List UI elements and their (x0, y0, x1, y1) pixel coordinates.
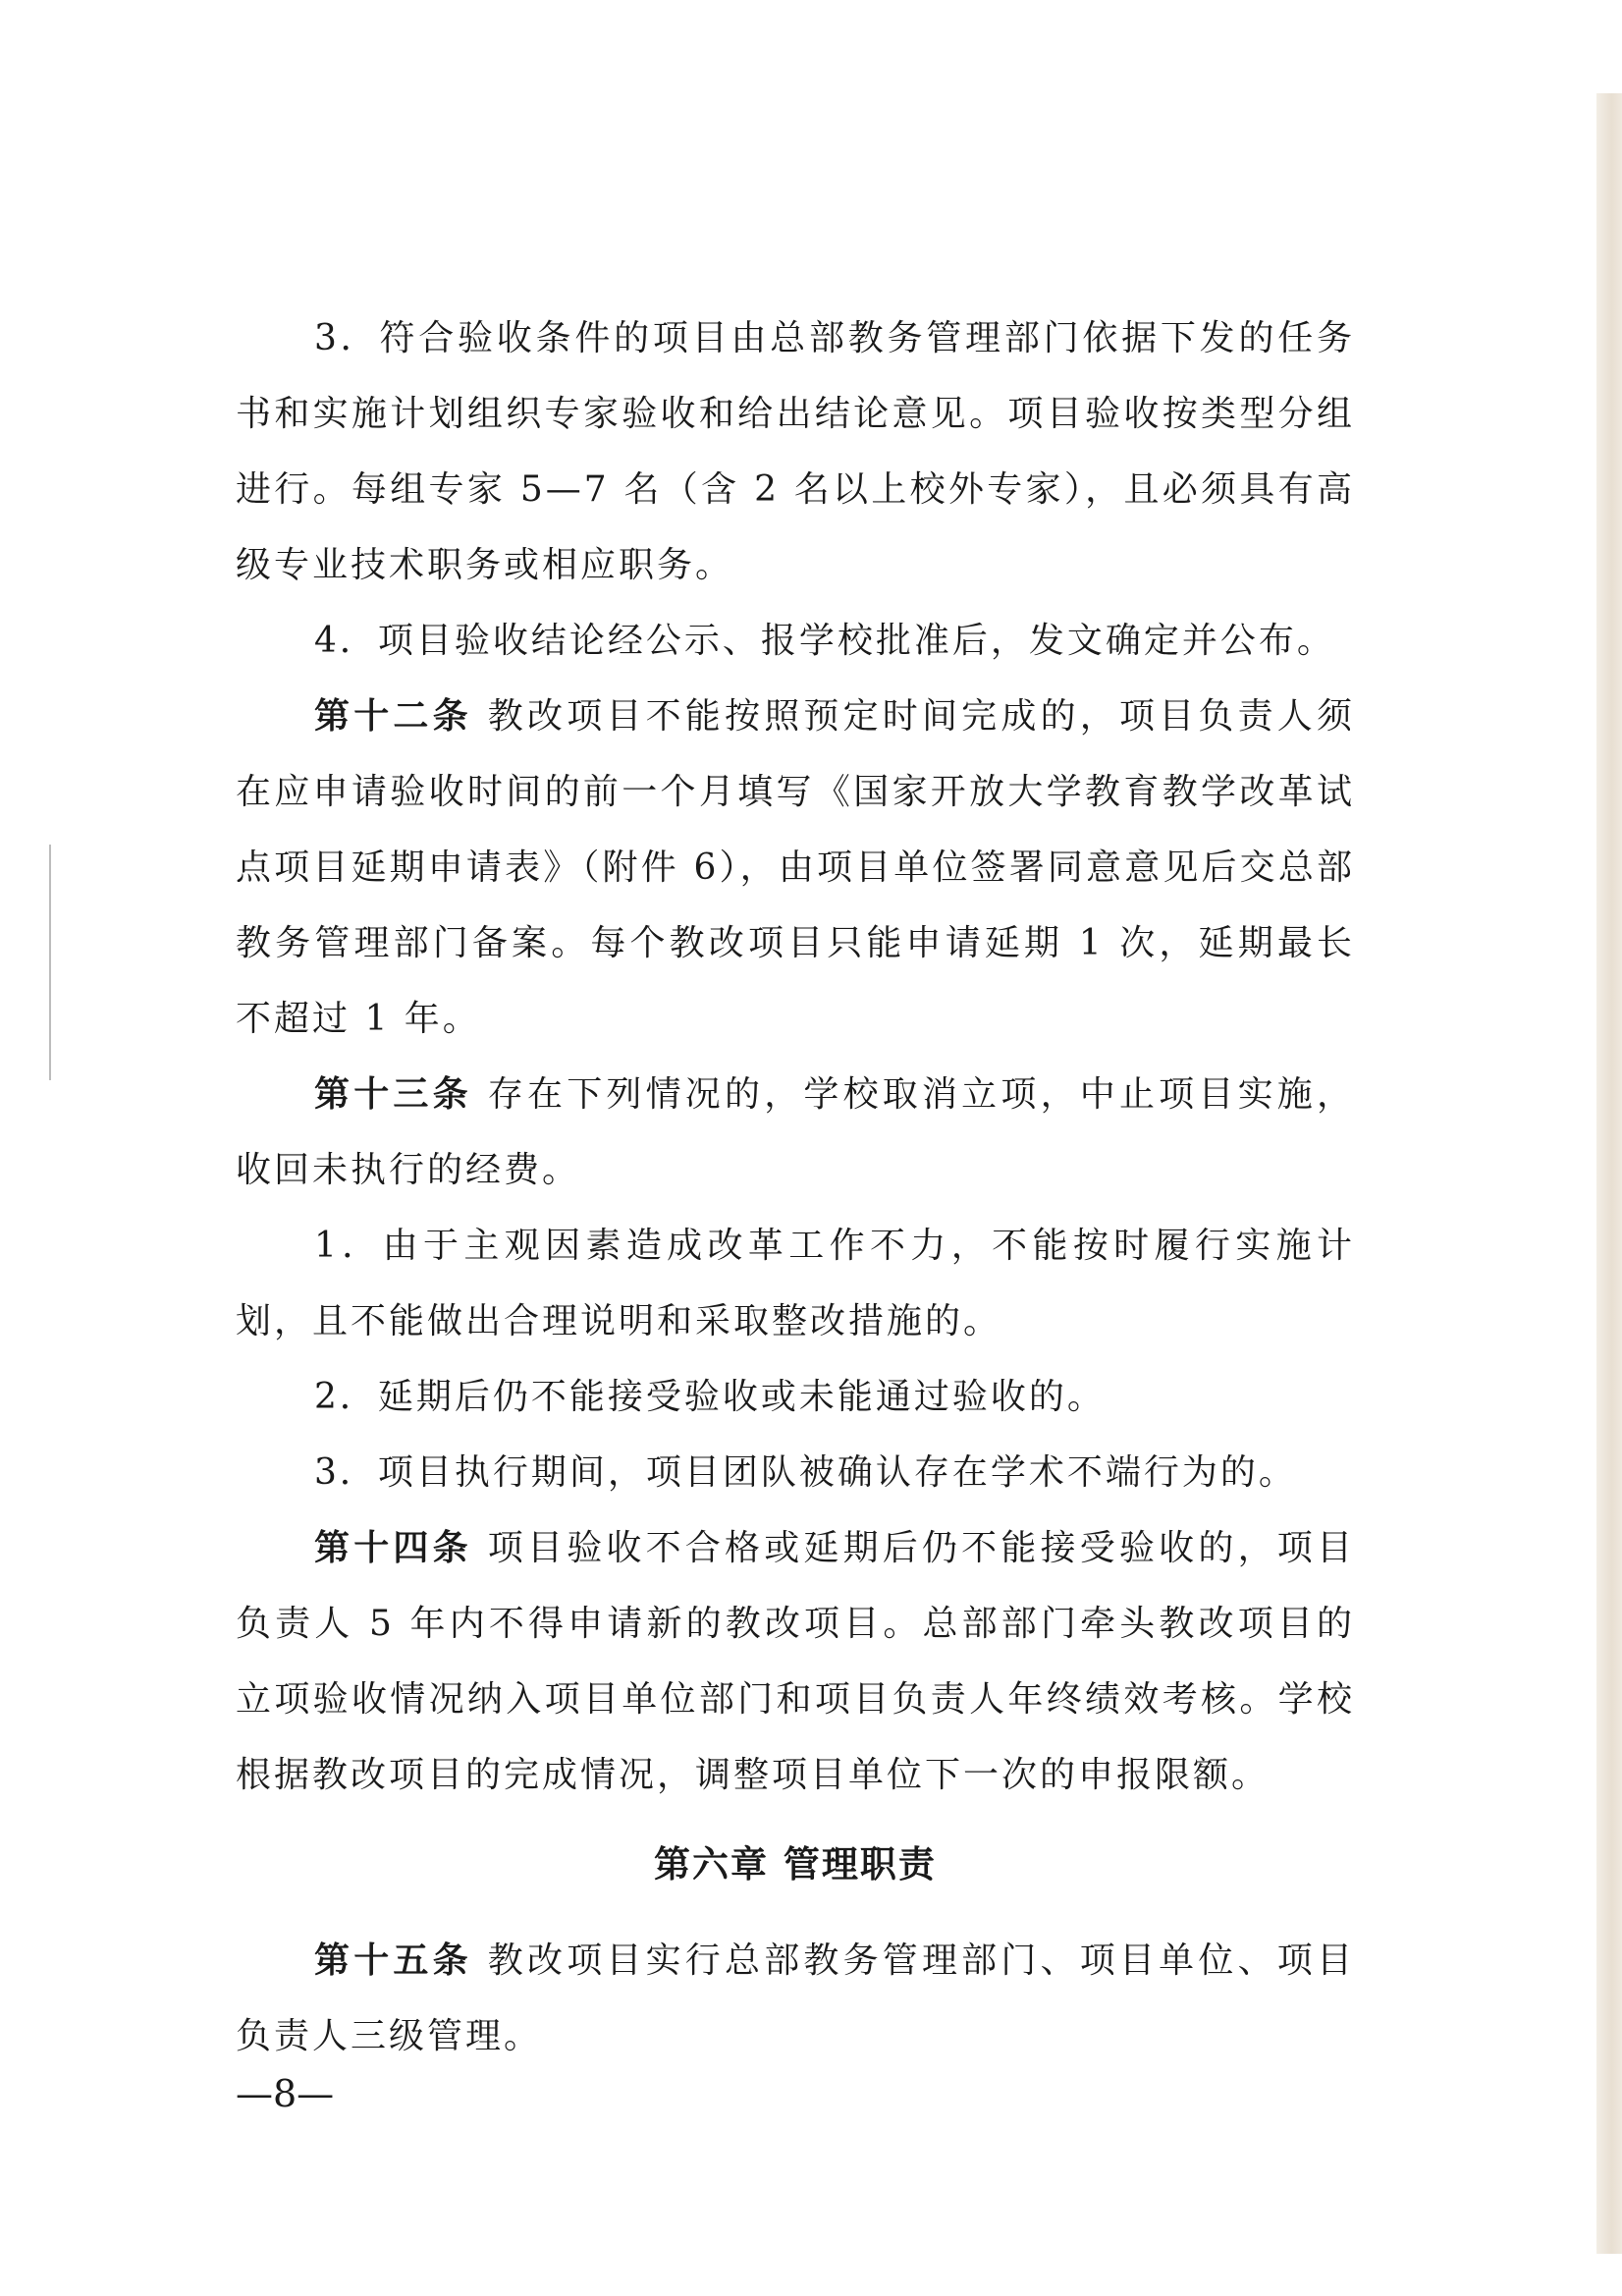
paragraph-item-3-acceptance (236, 301, 1355, 603)
article-number: 第十四条 (314, 1528, 472, 1568)
paragraph-text: 2．延期后仍不能接受验收或未能通过验收的。 (314, 1377, 1106, 1417)
article-number: 第十三条 (314, 1074, 472, 1115)
article-12 (236, 679, 1355, 1057)
paragraph-item-2-cancel (236, 1359, 1355, 1435)
paragraph-text: 教改项目不能按照预定时间完成的，项目负责人须在应申请验收时间的前一个月填写《国家开放大学教育教学改革试点项目延期申请表》（附件 6），由项目单位签署同意意见后交总部教务管理部门备案。每个教改项目只能申请延期 1 次，延期最长不超过 1 年。 (236, 696, 1355, 1039)
article-13 (236, 1057, 1355, 1208)
paragraph-text: 存在下列情况的，学校取消立项，中止项目实施，收回未执行的经费。 (236, 1074, 1355, 1190)
article-15 (236, 1923, 1355, 2074)
paragraph-text: 项目验收不合格或延期后仍不能接受验收的，项目负责人 5 年内不得申请新的教改项目。总部部门牵头教改项目的立项验收情况纳入项目单位部门和项目负责人年终绩效考核。学校根据教改项目的完成情况，调整项目单位下一次的申报限额。 (236, 1528, 1355, 1795)
article-number: 第十二条 (314, 696, 472, 737)
paragraph-item-3-cancel (236, 1435, 1355, 1510)
paragraph-text: 教改项目实行总部教务管理部门、项目单位、项目负责人三级管理。 (236, 1941, 1355, 2056)
paragraph-item-4-acceptance (236, 603, 1355, 679)
paragraph-item-1-cancel (236, 1208, 1355, 1359)
article-number: 第十五条 (314, 1941, 472, 1981)
paragraph-text: 4．项目验收结论经公示、报学校批准后，发文确定并公布。 (314, 621, 1335, 661)
chapter-title: 第六章 管理职责 (654, 1843, 937, 1886)
page-number: —8— (236, 2072, 335, 2115)
paragraph-text: 3．符合验收条件的项目由总部教务管理部门依据下发的任务书和实施计划组织专家验收和给出结论意见。项目验收按类型分组进行。每组专家 5—7 名（含 2 名以上校外专家），且必须具有高级专业技术职务或相应职务。 (236, 318, 1355, 585)
paragraph-text: 3．项目执行期间，项目团队被确认存在学术不端行为的。 (314, 1452, 1297, 1493)
paragraph-text: 1．由于主观因素造成改革工作不力，不能按时履行实施计划，且不能做出合理说明和采取整改措施的。 (236, 1226, 1355, 1341)
scan-mark (49, 845, 51, 1080)
scan-edge-shadow (1596, 93, 1622, 2254)
article-14 (236, 1510, 1355, 1813)
document-body (236, 301, 1355, 2074)
